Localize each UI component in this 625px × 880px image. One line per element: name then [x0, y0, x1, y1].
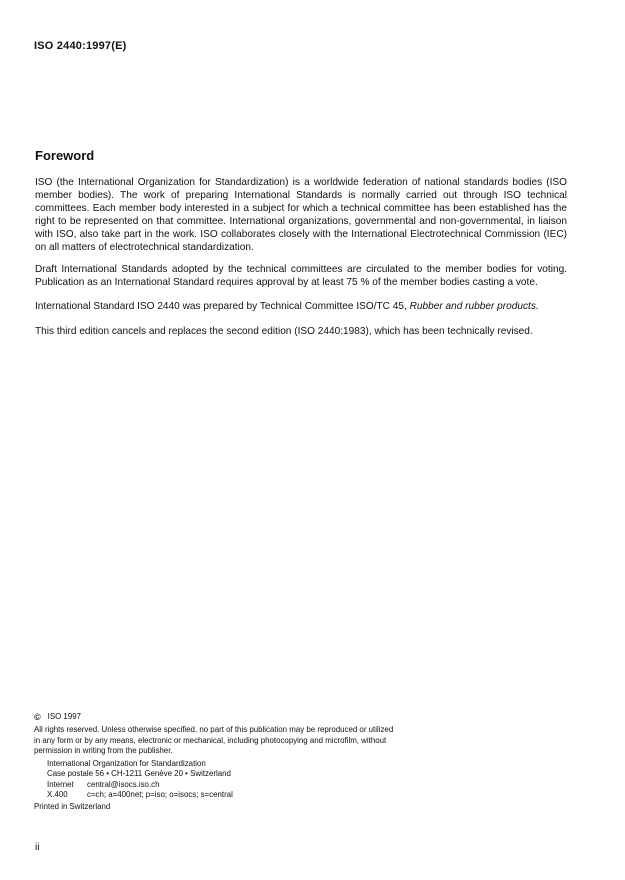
foreword-paragraph-3 — [35, 301, 567, 314]
foreword-paragraph-1: ISO (the International Organization for Standardization) is a worldwide federation of national standards bodies (ISO member bodies). The work of preparing International Standards is normally carried out through ISO technical committees. Each member body interested in a subject for which a technical committee has been established has the right to be represented on that committee. International organizations, governmental and non-governmental, in liaison with ISO, also take part in the work. ISO collaborates closely with the International Electrotechnical Commission (IEC) on all matters of electrotechnical standardization. — [35, 177, 567, 253]
standard-identifier: ISO 2440:1997(E) — [34, 40, 127, 52]
internet-label: Internet — [47, 779, 74, 789]
x400-row — [47, 790, 394, 800]
internet-row — [47, 780, 394, 790]
printed-in: Printed in Switzerland — [34, 802, 111, 812]
copyright-symbol: © — [34, 712, 41, 722]
copyright-block — [34, 712, 394, 813]
x400-label: X.400 — [47, 790, 68, 800]
organization-name: International Organization for Standardization — [47, 759, 206, 769]
page-number: ii — [35, 842, 40, 853]
postal-address: Case postale 56 • CH-1211 Genève 20 • Switzerland — [47, 769, 231, 779]
copyright-line — [34, 712, 394, 722]
internet-address: central@isocs.iso.ch — [87, 779, 160, 789]
rights-statement: All rights reserved. Unless otherwise specified, no part of this publication may be reproduced or utilized in any form or by any means, electronic or mechanical, including photocopying and microfilm, without permission in writing from the publisher. — [34, 725, 394, 755]
publisher-address — [34, 759, 394, 800]
committee-title: Rubber and rubber products. — [409, 301, 539, 312]
copyright-year: ISO 1997 — [47, 712, 81, 721]
paragraph-3-text: International Standard ISO 2440 was prepared by Technical Committee ISO/TC 45, — [35, 301, 410, 312]
foreword-paragraph-2: Draft International Standards adopted by the technical committees are circulated to the member bodies for voting. Publication as an International Standard requires approval by at least 75 % of the member bodies casting a vote. — [35, 264, 567, 288]
foreword-paragraph-4: This third edition cancels and replaces the second edition (ISO 2440:1983), which has been technically revised. — [35, 326, 533, 337]
foreword-heading: Foreword — [35, 148, 95, 163]
x400-address: c=ch; a=400net; p=iso; o=isocs; s=central — [87, 790, 233, 800]
